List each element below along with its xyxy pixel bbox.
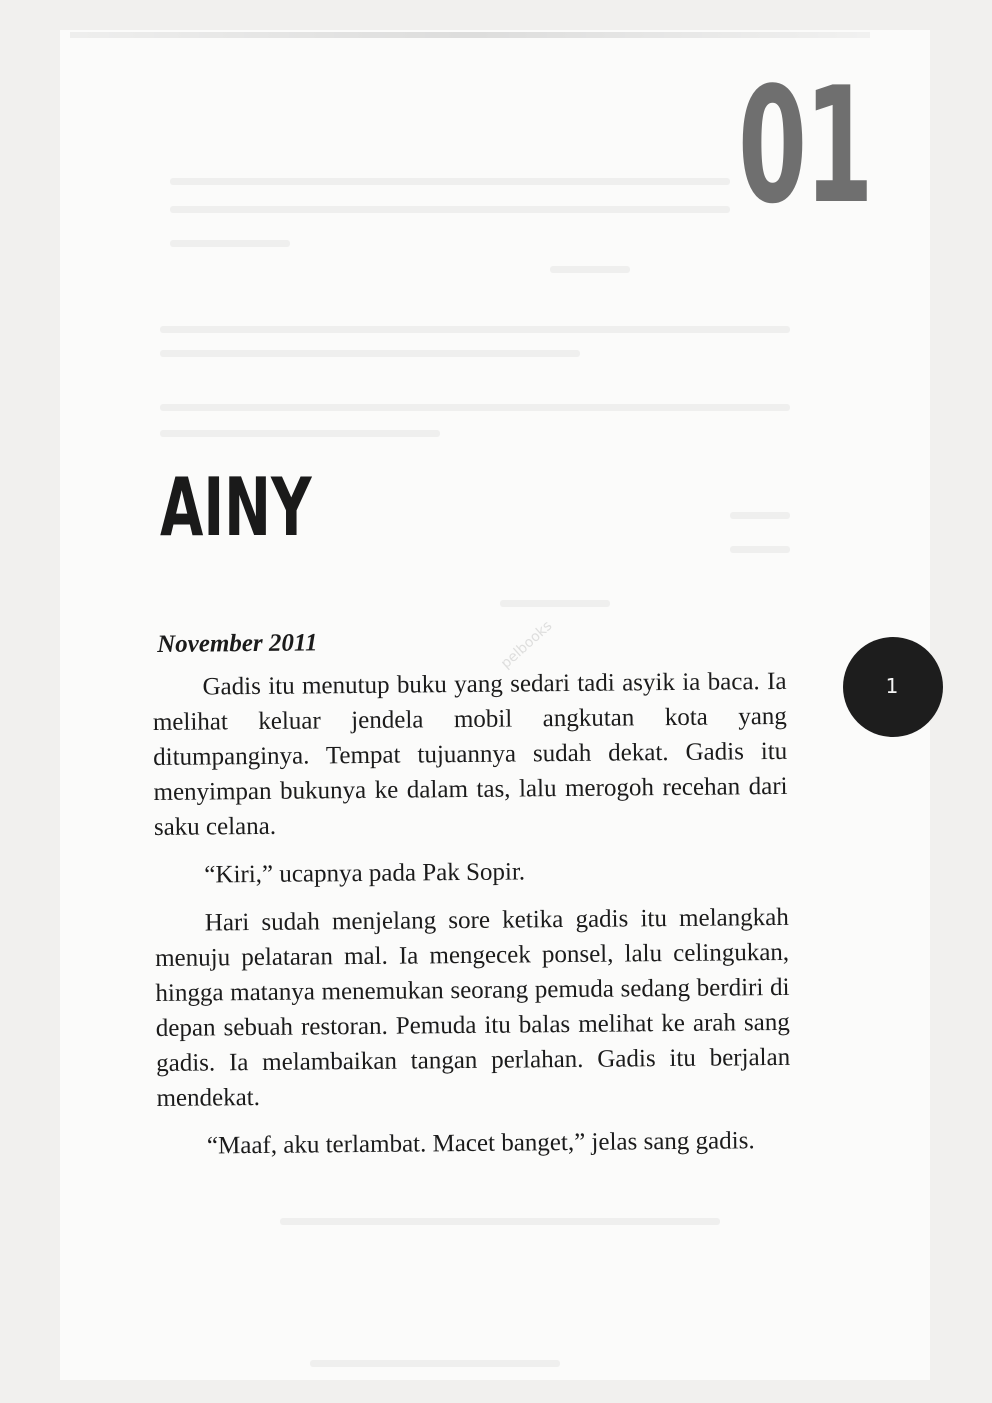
- bleed-through-line: [160, 430, 440, 437]
- bleed-through-line: [160, 326, 790, 333]
- bleed-through-line: [730, 546, 790, 553]
- watermark: pelbooks: [498, 617, 556, 672]
- bleed-through-line: [550, 266, 630, 273]
- paragraph: Hari sudah menjelang sore ketika gadis itu melangkah menuju pelataran mal. Ia mengecek ponsel, lalu celingukan, hingga matanya menemukan seorang pemuda sedang berdiri di depan sebuah restoran. Pemuda itu balas melihat ke arah sang gadis. Ia melambaikan tangan perlahan. Gadis itu berjalan mendekat.: [155, 903, 791, 1112]
- bleed-through-line: [160, 350, 580, 357]
- bleed-through-line: [730, 512, 790, 519]
- paragraph: “Maaf, aku terlambat. Macet banget,” jelas sang gadis.: [206, 1127, 755, 1160]
- chapter-body: [152, 624, 791, 1177]
- bleed-through-line: [160, 404, 790, 411]
- paragraph: “Kiri,” ucapnya pada Pak Sopir.: [204, 858, 526, 889]
- bleed-through-line: [170, 178, 730, 185]
- bleed-through-line: [500, 600, 610, 607]
- date-heading: November 2011: [157, 629, 318, 658]
- bleed-through-line: [170, 240, 290, 247]
- chapter-title: AINY: [160, 461, 312, 554]
- chapter-number: 01: [738, 52, 872, 239]
- paragraph: Gadis itu menutup buku yang sedari tadi asyik ia baca. Ia melihat keluar jendela mobil angkutan kota yang ditumpanginya. Tempat tujuannya sudah dekat. Gadis itu menyimpan bukunya ke dalam tas, lalu merogoh recehan dari saku celana.: [152, 667, 788, 841]
- bleed-through-line: [310, 1360, 560, 1367]
- bleed-through-line: [280, 1218, 720, 1225]
- bleed-through-line: [170, 206, 730, 213]
- scan-edge-streak: [70, 32, 870, 38]
- page-number: 1: [885, 674, 899, 698]
